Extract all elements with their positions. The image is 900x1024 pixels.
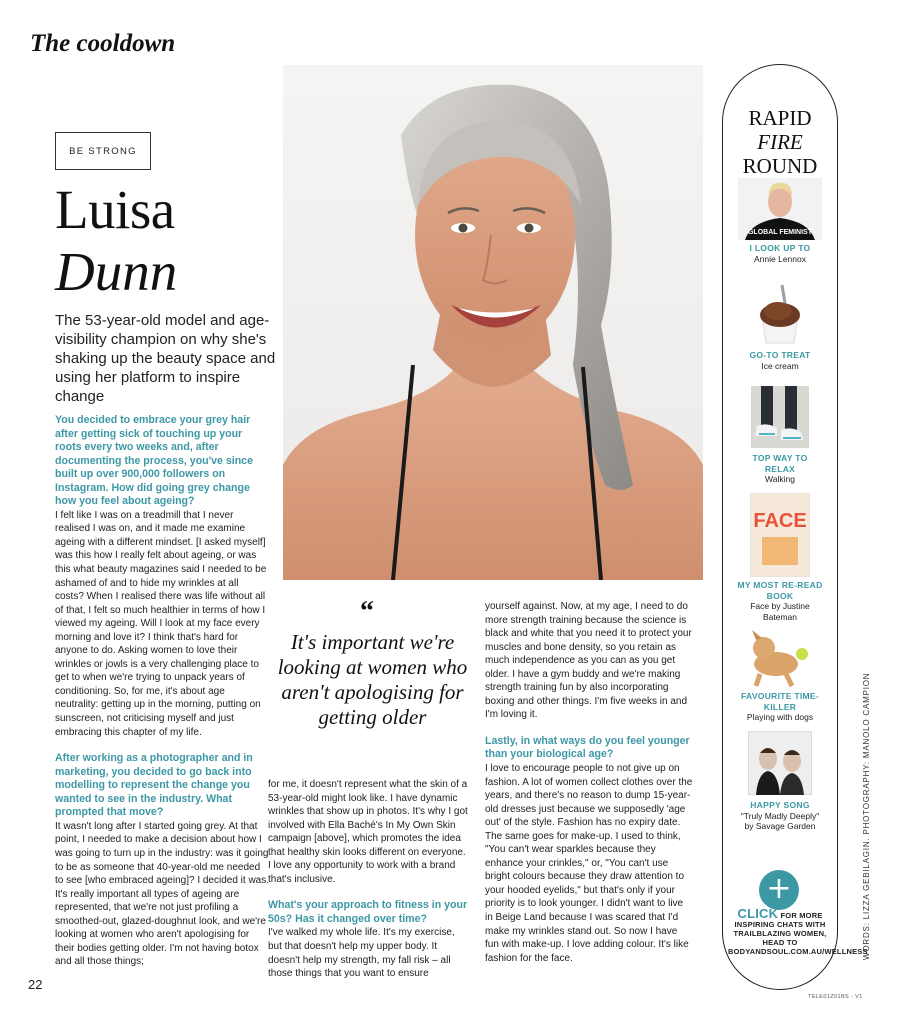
category-tag: BE STRONG — [55, 132, 151, 170]
sidebar-label: I LOOK UP TO — [749, 243, 811, 253]
plus-icon[interactable]: + — [759, 870, 799, 910]
answer-3-continued: yourself against. Now, at my age, I need to do more strength training because the science is black and white that you need it to protect your muscles and bone density, so you retain as much independence as you can as you get older. I have a gym buddy and we're making strength training fun by also incorporating boxing and other things. I'm five weeks in and I'm loving it. — [485, 601, 692, 721]
click-word: CLICK — [737, 906, 779, 921]
book-icon — [750, 493, 810, 577]
sidebar-item-song — [722, 731, 838, 832]
sidebar-value: Face by Justine Bateman — [750, 601, 810, 622]
answer-4: I love to encourage people to not give up on fashion. A lot of women collect clothes over the years, and there's no reason to dump 15-year-old dresses just because we supposedly 'age out' of the style. Fashion has no expiry date. The same goes for make-up. I used to think, "You can't wear sparkles because they enhance your crinkles," or, "You can't use bright colours because they draw attention to your hooded eyelids," but that's only if your priority is to look younger. I didn't want to live in Beige Land because I was scared that I'd make my wrinkles stand out. So now I have fun with make-up. I love adding colour. It's like fashion for the face. — [485, 763, 693, 964]
sidebar-value: Playing with dogs — [746, 712, 814, 722]
question-2: After working as a photographer and in marketing, you decided to go back into modelling to represent the change you wanted to see in the industry. What prompted that move? — [55, 752, 253, 819]
sidebar-label: TOP WAY TO RELAX — [752, 453, 808, 474]
sidebar-title — [722, 106, 838, 178]
click-text: FOR MORE INSPIRING CHATS WITH TRAILBLAZING WOMEN, HEAD TO BODYANDSOUL.COM.AU/WELLNESS — [728, 911, 868, 956]
sidebar-value: Annie Lennox — [754, 253, 806, 264]
sidebar-item-relax — [722, 386, 838, 485]
sidebar-label: HAPPY SONG — [750, 800, 810, 810]
sidebar-value: "Truly Madly Deeply" by Savage Garden — [740, 810, 820, 831]
sidebar-item-time-killer — [722, 624, 838, 723]
article-column-2 — [268, 778, 470, 981]
book-cover-text: FACE — [753, 510, 807, 532]
section-title: The cooldown — [30, 30, 176, 57]
ice-cream-icon — [744, 275, 816, 347]
question-3: What's your approach to fitness in your 50s? Has it changed over time? — [268, 899, 468, 925]
answer-2: It wasn't long after I started going grey. At that point, I needed to make a decision about how I was going to turn up in the industry: was it going to be as someone that 40-year-old me needed to see [who embraced ageing]? I decided it was. It's really important all types of ageing are represented, that we're not just profiling a smoothed-out, glazed-doughnut look, and we're looking at women who aren't apologising for their bodies getting older. I'm not having botox and all those things; — [55, 820, 270, 968]
standfirst: The 53-year-old model and age-visibility champion on why she's shaking up the beauty space and using her platform to inspire change — [55, 312, 276, 405]
sidebar-title-line-2: FIRE — [757, 130, 803, 154]
answer-2-continued: for me, it doesn't represent what the skin of a 53-year-old might look like. I have dynamic wrinkles that show up in photos. It's why I got involved with Ella Baché's In My Own Skin campaign [above], which promotes the idea that healthy skin looks different on everyone. I love any opportunity to work with a brand that's inclusive. — [268, 779, 468, 885]
portrait-photo — [283, 65, 703, 580]
album-icon — [748, 731, 812, 795]
dog-icon — [740, 624, 820, 688]
sidebar-item-treat — [722, 275, 838, 371]
sidebar-label: FAVOURITE TIME-KILLER — [740, 691, 819, 712]
photo-credits: WORDS: LIZZA GEBILAGIN. PHOTOGRAPHY: MANOLO CAMPION — [862, 672, 871, 960]
sneakers-icon — [751, 386, 809, 448]
answer-3: I've walked my whole life. It's my exercise, but that doesn't help my upper body. It doesn't help my strength, my fall risk – all those things that you want to ensure — [268, 927, 455, 980]
footer-code: TELE01Z01BS - V1 — [808, 994, 863, 1000]
article-column-1 — [55, 414, 270, 969]
sidebar-value: Walking — [765, 474, 795, 484]
pullquote: It's important we're looking at women who aren't apologising for getting older — [277, 630, 468, 729]
sidebar-label: MY MOST RE-READ BOOK — [737, 580, 823, 601]
sidebar-label: GO-TO TREAT — [749, 350, 811, 360]
headline-last-name: Dunn — [55, 241, 178, 302]
shirt-text: GLOBAL FEMINIST — [747, 229, 813, 236]
pullquote-mark: “ — [360, 596, 374, 627]
question-1: You decided to embrace your grey hair after getting sick of touching up your roots every two weeks and, after documenting the process, you've since built up over 900,000 followers on Instagram. How did going grey change how you feel about ageing? — [55, 414, 253, 508]
sidebar-item-book — [722, 493, 838, 622]
portrait-icon — [738, 178, 822, 240]
headline-first-name: Luisa — [55, 179, 175, 240]
sidebar-item-look-up-to — [722, 178, 838, 264]
click-callout[interactable] — [728, 906, 868, 956]
sidebar-title-line-3: ROUND — [742, 154, 818, 178]
sidebar-title-line-1: RAPID — [748, 106, 812, 130]
article-column-3 — [485, 600, 693, 965]
sidebar-value: Ice cream — [761, 360, 799, 371]
question-4: Lastly, in what ways do you feel younger than your biological age? — [485, 734, 690, 761]
answer-1: I felt like I was on a treadmill that I never realised I was on, and it made me examine ageing with a different mindset. [I asked myself] was this how I really felt about ageing, or was this what beauty magazines said I needed to be ashamed of and to hide my wrinkles at all costs? When I realised there was life without all of that, I felt so much healthier in terms of how I viewed my ageing. Will I look at my face every morning and love it? I think that's hard for anyone to do. Asking women to love their wrinkles or jowls is a very challenging place to get to when we're trying to unpack years of conditioning. So, for me, it's about age neutrality: getting up in the morning, putting on sunscreen, not criticising myself and just embracing this chapter of my life. — [55, 509, 267, 738]
page-number: 22 — [28, 977, 43, 992]
